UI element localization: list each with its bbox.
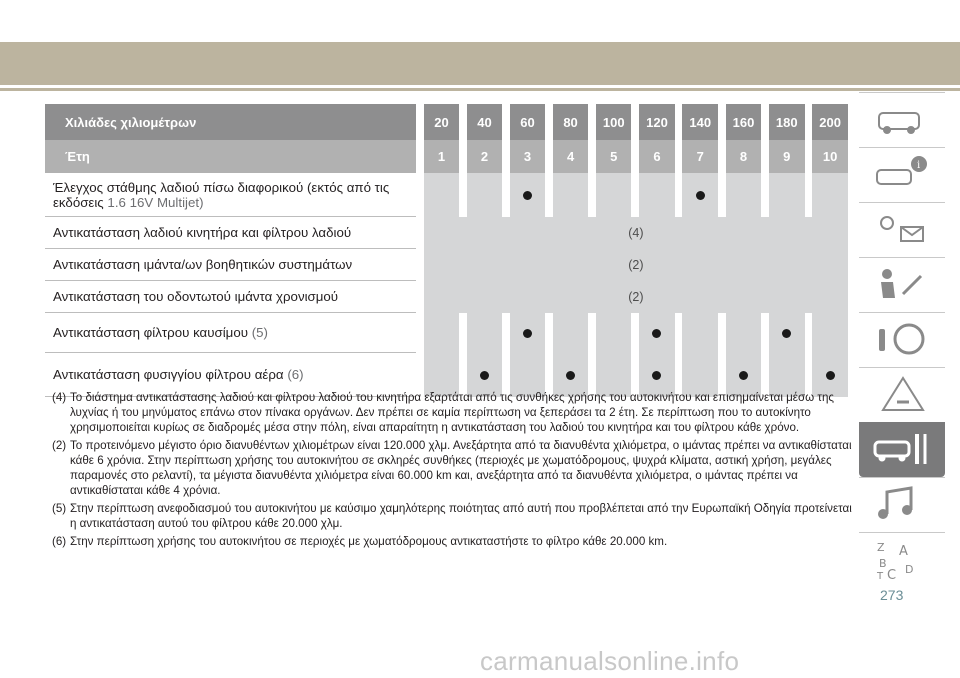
steering-key-icon [873,319,931,359]
table-row [45,217,848,249]
row-label-note: (6) [287,367,304,382]
schedule-cell [639,313,675,353]
footnote-text: Το προτεινόμενο μέγιστο όριο διανυθέντων χιλιομέτρων είναι 120.000 χλμ. Ανεξάρτητα από τα διανυθέντα χιλιόμετρα, ο ιμάντας πρέπει να αντικαθίσταται κάθε 6 χρόνια. Στην περίπτωση χρήσης του αυτοκινήτου σε σκληρές συνθήκες (περιοχές με χωματόδρομους, ψυχρά κλίματα, αστική χρήση, μεγάλες παραμονές στο ρελαντί), τα μέγιστα διανυθέντα χιλιόμετρα είναι 60.000 km και, ανεξάρτητα από τα διανυθέντα χιλιόμετρα, ο ιμάντας πρέπει να αντικαθίσταται κάθε 4 χρόνια. [70,439,852,497]
schedule-cell [553,173,588,217]
car-dashboard-icon [873,99,931,139]
km-col: 100 [596,104,632,140]
year-col: 9 [769,140,805,173]
year-col: 5 [596,140,632,173]
maintenance-schedule-table [45,104,848,397]
schedule-cell [596,313,632,353]
schedule-cell [812,173,848,217]
schedule-cell [510,313,545,353]
service-dot [782,329,791,338]
table-row [45,281,848,313]
footnotes [52,390,852,552]
year-col: 4 [553,140,588,173]
year-col: 8 [726,140,762,173]
footnote-text: Στην περίπτωση ανεφοδιασμού του αυτοκινήτου με καύσιμο χαμηλότερης ποιότητας από αυτή που προβλέπεται από την Ευρωπαϊκή Οδηγία προτείνεται η αντικατάσταση αυτού του φίλτρου κάθε 20.000 χλμ. [70,502,852,530]
km-col: 140 [682,104,718,140]
km-col: 120 [639,104,675,140]
row-label [45,249,416,281]
km-col: 60 [510,104,545,140]
year-col: 10 [812,140,848,173]
km-col: 40 [467,104,502,140]
footnote-number: (2) [52,439,67,452]
service-dot [523,329,532,338]
service-dot [739,371,748,380]
year-col: 6 [639,140,675,173]
footnote-number: (4) [52,391,67,404]
header-stripe [0,42,960,85]
airbag-child-seat-icon [873,264,931,304]
schedule-cell [467,173,502,217]
chapter-tab-index[interactable] [859,532,945,588]
row-label-text: Αντικατάσταση λαδιού κινητήρα και φίλτρου λαδιού [53,225,352,240]
schedule-cell [682,313,718,353]
chapter-tab-safety[interactable] [859,257,945,313]
row-label [45,217,416,249]
svg-text:i: i [917,160,921,171]
page-header-band [0,0,960,42]
year-col: 2 [467,140,502,173]
watermark: carmanualsonline.info [480,646,740,676]
index-letter: D [905,563,914,576]
row-label [45,281,416,313]
schedule-cell [726,313,762,353]
chapter-tab-warning-lights[interactable] [859,202,945,258]
service-dot [566,371,575,380]
table-row [45,173,848,217]
page-number: 273 [880,587,904,603]
service-dot [523,191,532,200]
km-header-row [45,104,848,140]
footnote-text: Το διάστημα αντικατάστασης λαδιού και φίλτρου λαδιού του κινητήρα εξαρτάται από τις συνθήκες χρήσης του αυτοκινήτου και επισημαίνεται μέσω της λυχνίας ή του μηνύματος επάνω στον πίνακα οργάνων. Δεν πρέπει σε καμία περίπτωση να ξεπεράσει τα 2 έτη. Σε περίπτωση που το αυτοκίνητο χρησιμοποιείται κυρίως σε διαδρομές μέσα στην πόλη, είναι απαραίτητη η αντικατάσταση του λαδιού του κινητήρα και του φίλτρου κάθε χρόνο. [70,391,835,434]
row-label [45,173,416,217]
row-label-text: Αντικατάσταση φίλτρου καυσίμου [53,325,248,340]
year-col: 1 [424,140,459,173]
schedule-cell [769,173,805,217]
service-dot [652,371,661,380]
row-label-note: (5) [251,325,268,340]
interval-note: (2) [424,281,848,313]
service-dot [826,371,835,380]
year-col: 7 [682,140,718,173]
chapter-tab-service[interactable] [859,422,945,477]
schedule-cell [424,313,459,353]
years-header-row [45,140,848,173]
index-letter: B [879,557,887,570]
footnote [52,390,852,435]
footnote-number: (5) [52,502,67,515]
multimedia-icon [873,484,931,524]
schedule-cell [639,173,675,217]
footnote-text: Στην περίπτωση χρήσης του αυτοκινήτου σε περιοχές με χωματόδρομους αντικαταστήστε το φίλτρο κάθε 20.000 km. [70,535,668,548]
footnote [52,501,852,531]
header-rule [0,88,960,91]
breakdown-triangle-icon [873,374,931,414]
car-service-tools-icon [873,428,931,468]
schedule-cell [726,173,762,217]
chapter-tab-info[interactable] [859,147,945,203]
schedule-cell [682,173,718,217]
index-letter: C [887,568,897,583]
chapter-tab-start[interactable] [859,312,945,368]
km-col: 20 [424,104,459,140]
footnote-number: (6) [52,535,67,548]
service-dot [652,329,661,338]
table-row [45,313,848,353]
schedule-cell [553,313,588,353]
row-label-text: Αντικατάσταση φυσιγγίου φίλτρου αέρα [53,367,284,382]
car-info-icon [873,154,931,194]
footnote [52,438,852,498]
year-col: 3 [510,140,545,173]
service-dot [696,191,705,200]
years-header-label: Έτη [45,140,416,173]
schedule-cell [424,173,459,217]
row-label [45,313,416,353]
service-dot [480,371,489,380]
interval-note: (2) [424,249,848,281]
schedule-cell [467,313,502,353]
chapter-tab-emergency[interactable] [859,367,945,423]
row-label-text: Αντικατάσταση ιμάντα/ων βοηθητικών συστημάτων [53,257,353,272]
chapter-sidebar [859,92,945,592]
km-header-label: Χιλιάδες χιλιομέτρων [45,104,416,140]
chapter-tab-dashboard[interactable] [859,92,945,148]
schedule-cell [769,313,805,353]
km-col: 80 [553,104,588,140]
index-letter: T [877,571,884,582]
table-row [45,249,848,281]
km-col: 200 [812,104,848,140]
interval-note: (4) [424,217,848,249]
km-col: 180 [769,104,805,140]
row-label-text: Έλεγχος στάθμης λαδιού πίσω διαφορικού (εκτός από τις εκδόσεις [53,179,390,210]
row-label-text: Αντικατάσταση του οδοντωτού ιμάντα χρονισμού [53,289,339,304]
index-letter: A [899,544,908,559]
index-alphabet-icon [873,539,931,587]
schedule-cell [510,173,545,217]
index-letter: Z [877,541,885,554]
schedule-cell [812,313,848,353]
schedule-cell [596,173,632,217]
chapter-tab-multimedia[interactable] [859,477,945,533]
row-label-note: 1.6 16V Multijet) [107,194,204,210]
warning-lights-icon [873,209,931,249]
footnote [52,534,852,549]
km-col: 160 [726,104,762,140]
